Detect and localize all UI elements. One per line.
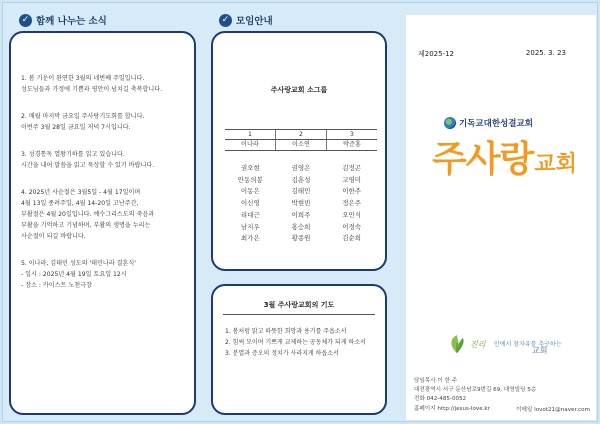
group-leader: 이나라 [241,141,259,148]
group-members-col [276,163,327,245]
news-line: 시간을 내어 말씀을 읽고 묵상할 수 있기 바랍니다. [21,162,155,169]
news-line: 부활절은 4월 20일입니다. 예수그리스도의 죽음과 [21,211,155,218]
bulletin-sheet [2,2,598,422]
check-icon: ✓ [19,14,32,27]
member: 안동의봉 [237,175,263,184]
groups-members [225,151,377,245]
member: 이신영 [240,199,260,208]
member: 황종원 [291,234,311,243]
church-name-main: 주사랑 [432,139,534,180]
news-item [21,187,184,242]
meeting-heading [219,12,273,28]
member: 홍승희 [291,222,311,231]
group-number: 1 [248,131,252,138]
church-name [432,131,577,182]
prayer-item: 1. 봄처럼 맑고 따뜻한 희망과 용기를 주옵소서 [225,328,347,335]
member: 박현빈 [291,199,311,208]
member: 리대근 [240,210,260,219]
member: 권영은 [291,164,311,172]
group-number: 3 [326,130,377,139]
slogan-church: 교회 [532,346,548,355]
prayer-item: 2. 힘써 모이며 기쁘게 교제하는 공동체가 되게 하소서 [225,339,366,346]
church-name-suffix: 교회 [534,152,577,177]
prayer-title: 3월 주사랑교회의 기도 [263,301,335,309]
news-line: 4월 13일 종려주일, 4월 14-20일 고난주간, [21,200,139,207]
pastor: 담임목사 이 한 주 [414,378,458,384]
divider [223,314,375,315]
leaf-icon [446,333,468,355]
prayer-card [211,284,387,415]
news-line: 2. 매월 마지막 금요일 주사랑기도회를 합니다. [21,113,145,120]
news-item [21,111,184,133]
news-item [21,258,184,291]
homepage-link[interactable]: 홈페이지 http://jesus-love.kr [414,405,490,412]
news-line: 성도님들과 가정에 기쁨과 평안이 넘치길 축복합니다. [21,86,163,93]
news-card [9,31,196,415]
news-line: - 장소 : 카이스트 노천극장 [21,282,92,289]
check-icon: ✓ [219,14,232,27]
slogan [446,333,566,369]
groups-number-row [225,129,377,140]
member: 김순희 [342,234,362,243]
member: 오민식 [342,210,362,219]
groups-card [211,31,387,271]
group-members-col [225,163,276,245]
prayer-list [225,326,366,359]
issue-number: 제2025-12 [418,50,455,58]
member: 고영미 [342,175,362,184]
prayer-item: 3. 분열과 증오의 정치가 사라지게 하옵소서 [225,350,339,357]
group-members-col [326,163,377,245]
issue-date: 2025. 3. 23 [525,49,566,57]
news-line: 부활을 기억하고 기념하며, 부활의 생명을 누리는 [21,222,151,229]
news-line: 사순절이 되길 바랍니다. [21,233,86,240]
member: 김정곤 [342,164,362,172]
member: 권오현 [240,164,260,172]
member: 김훈성 [291,175,311,184]
member: 이동은 [240,187,260,196]
address: 대전광역시 서구 둔산남로9번길 69, 대영빌딩 5층 [414,387,537,394]
news-heading-text: 함께 나누는 소식 [36,16,107,27]
groups-table [225,129,377,245]
news-line: 3. 성경통독 열왕기하를 읽고 있습니다. [21,151,125,158]
member: 이경숙 [342,222,362,231]
group-leader: 박준홍 [326,140,377,150]
email-link[interactable]: 이메일 lovot21@naver.com [516,407,590,413]
groups-title: 주사랑교회 소그룹 [270,86,328,94]
member: 이희주 [291,210,311,219]
member: 정은주 [342,199,362,208]
member: 김태민 [291,187,311,196]
news-line: 4. 2025년 사순절은 3월5일 - 4월 17일이며 [21,189,141,196]
news-item [21,149,184,171]
denomination: 기독교대한성결교회 [459,119,533,129]
group-leader: 이소연 [275,140,326,150]
news-line: 이번주 3월 28일 금요일 저녁 7시입니다. [21,124,131,131]
slogan-truth: 진리 [470,340,486,349]
denomination-row [444,117,533,129]
denomination-logo-icon [444,117,456,129]
slogan-middle: 안에서 참자유를 추구하는 [494,341,562,348]
group-number: 2 [275,130,326,139]
news-heading [19,12,107,28]
meeting-heading-text: 모임안내 [236,16,273,27]
groups-leader-row [225,140,377,151]
news-item [21,73,184,95]
news-line: 1. 봄 기운이 완연한 3월의 네번째 주일입니다. [21,75,145,82]
member: 이한주 [342,187,362,196]
news-line: 5. 이나라, 김태민 성도의 '태민나라 결혼식' [21,260,136,267]
news-line: - 일시 : 2025년 4월 19일 토요일 12시 [21,271,127,278]
member: 최가은 [240,234,260,243]
member: 남지우 [240,222,260,231]
cover-panel [406,15,596,420]
phone: 전화 042-485-0052 [414,396,467,403]
